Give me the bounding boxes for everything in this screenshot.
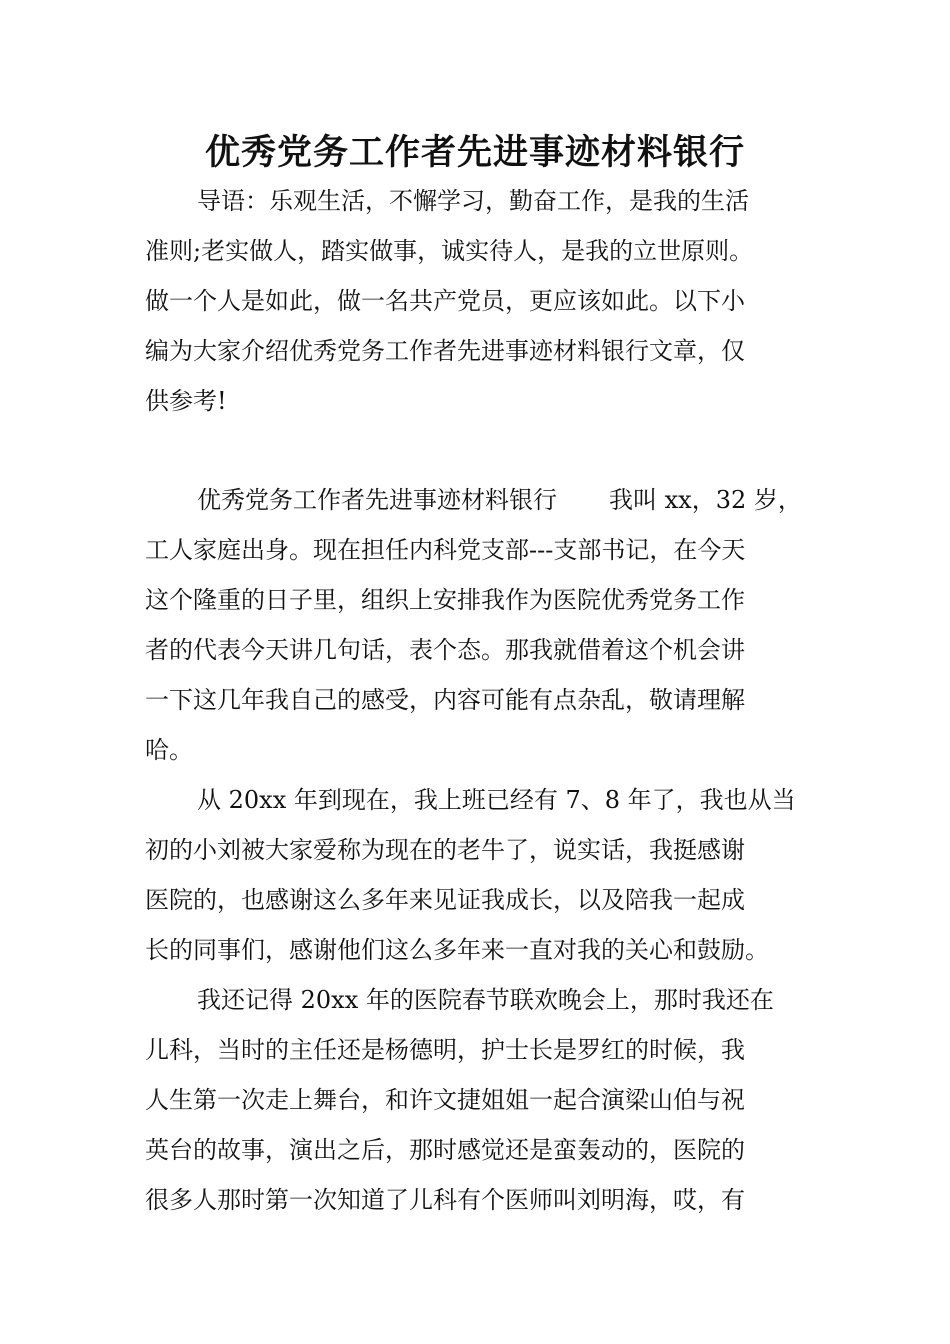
paragraph3-line-2: 儿科，当时的主任还是杨德明，护士长是罗红的时候，我: [145, 1036, 745, 1064]
paragraph2-line-3: 医院的，也感谢这么多年来见证我成长，以及陪我一起成: [145, 886, 745, 914]
paragraph2-line-4: 长的同事们，感谢他们这么多年来一直对我的关心和鼓励。: [145, 936, 769, 964]
paragraph3-line-4: 英台的故事，演出之后，那时感觉还是蛮轰动的，医院的: [145, 1136, 745, 1164]
intro-line-1: 导语：乐观生活，不懈学习，勤奋工作，是我的生活: [197, 187, 749, 215]
paragraph3-line-5: 很多人那时第一次知道了儿科有个医师叫刘明海，哎，有: [145, 1186, 745, 1214]
section-heading: 优秀党务工作者先进事迹材料银行: [197, 486, 557, 514]
paragraph1-line-6: 哈。: [145, 736, 193, 764]
paragraph1-line-1: [197, 483, 877, 517]
paragraph1-line-4: 者的代表今天讲几句话，表个态。那我就借着这个机会讲: [145, 636, 745, 664]
paragraph1-first-line-text: 我叫 xx，32 岁，: [609, 486, 802, 514]
paragraph2-line-2: 初的小刘被大家爱称为现在的老牛了，说实话，我挺感谢: [145, 836, 745, 864]
paragraph3-line-1: 我还记得 20xx 年的医院春节联欢晚会上，那时我还在: [197, 986, 774, 1014]
paragraph2-line-1: 从 20xx 年到现在，我上班已经有 7、8 年了，我也从当: [197, 786, 796, 814]
document-title: 优秀党务工作者先进事迹材料银行: [204, 132, 745, 173]
intro-line-2: 准则;老实做人，踏实做事，诚实待人，是我的立世原则。: [145, 237, 754, 265]
intro-line-4: 编为大家介绍优秀党务工作者先进事迹材料银行文章，仅: [145, 337, 745, 365]
paragraph1-line-5: 一下这几年我自己的感受，内容可能有点杂乱，敬请理解: [145, 686, 745, 714]
intro-line-5: 供参考!: [145, 387, 227, 415]
paragraph1-line-2: 工人家庭出身。现在担任内科党支部---支部书记，在今天: [145, 536, 746, 564]
paragraph1-line-3: 这个隆重的日子里，组织上安排我作为医院优秀党务工作: [145, 586, 745, 614]
intro-line-3: 做一个人是如此，做一名共产党员，更应该如此。以下小: [145, 287, 745, 315]
paragraph3-line-3: 人生第一次走上舞台，和许文捷姐姐一起合演梁山伯与祝: [145, 1086, 745, 1114]
